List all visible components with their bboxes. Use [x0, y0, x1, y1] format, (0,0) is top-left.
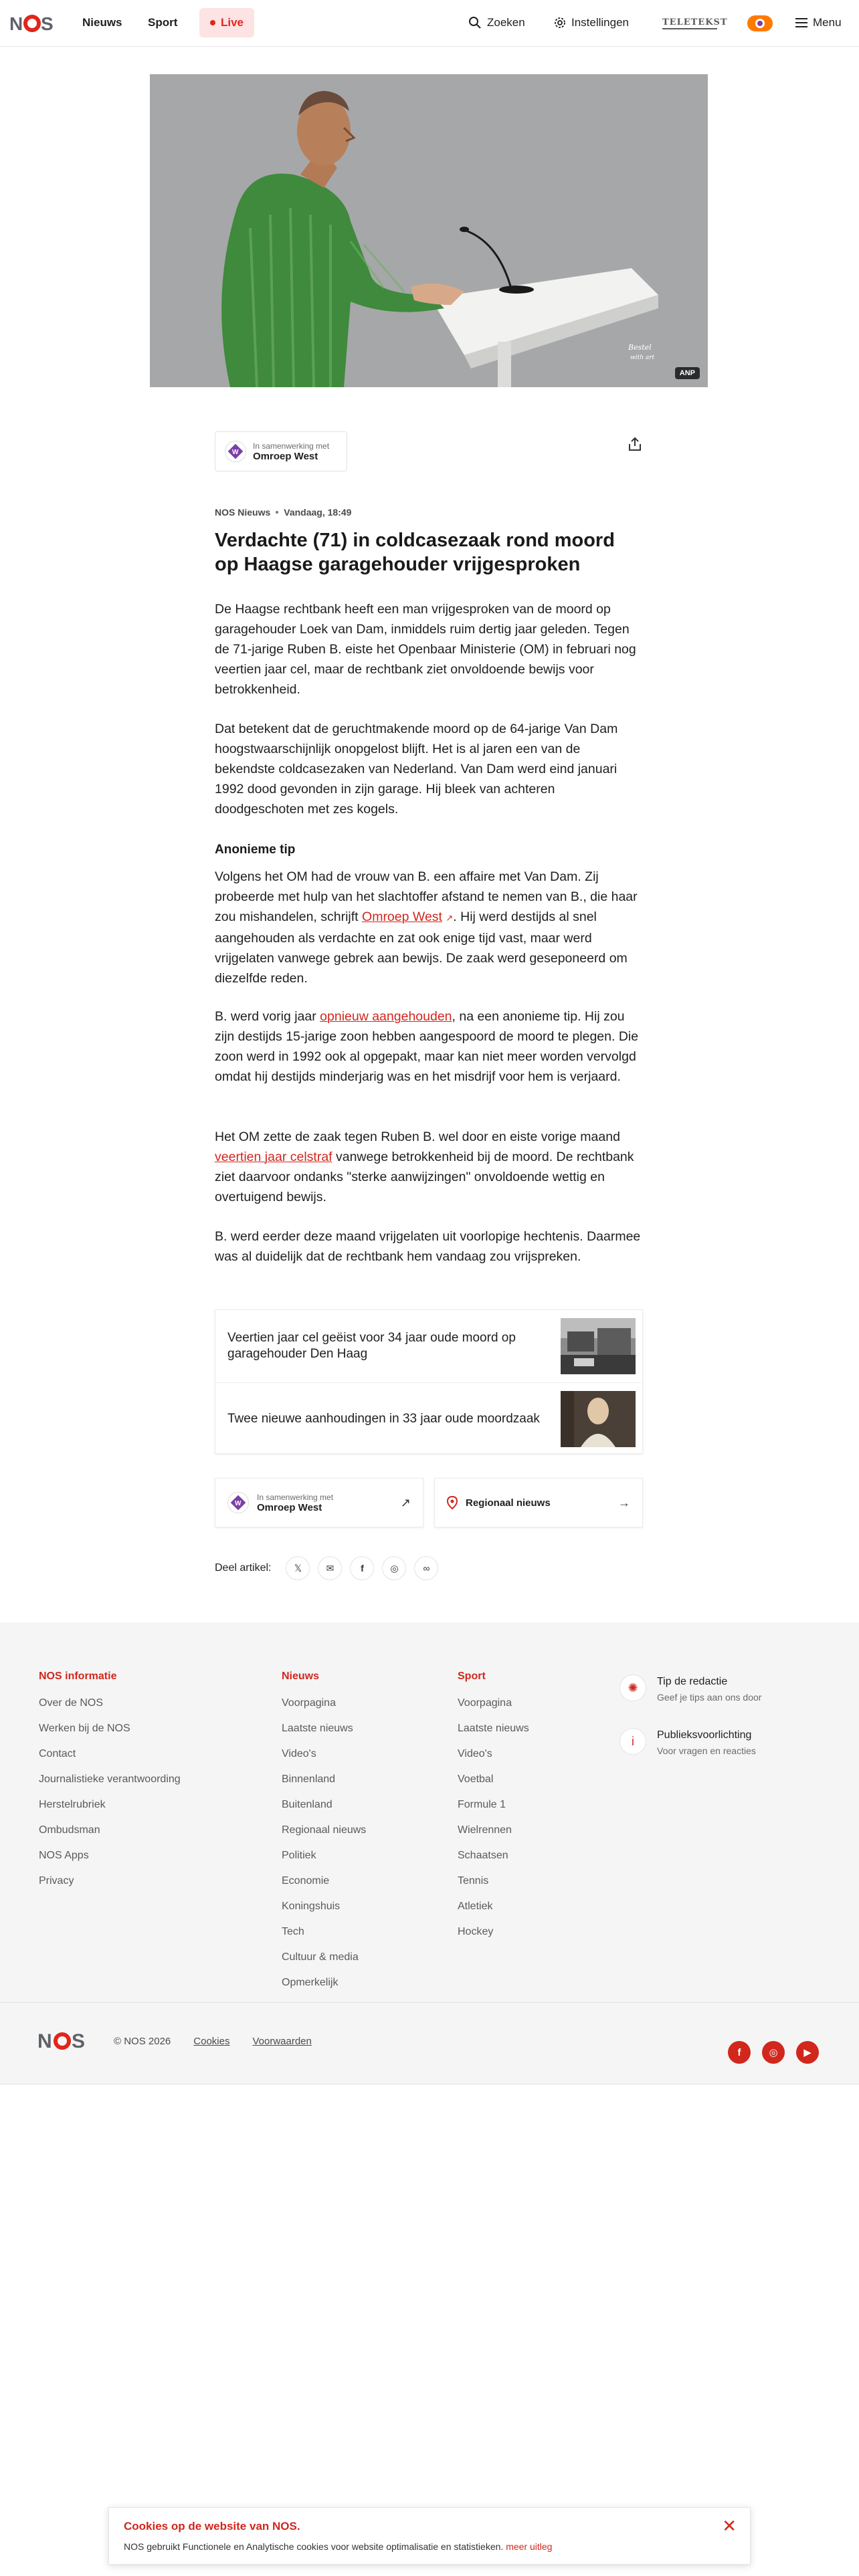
partner-name: Omroep West [257, 1501, 322, 1513]
facebook-icon[interactable]: f [350, 1556, 374, 1580]
footer-link[interactable]: Cultuur & media [282, 1951, 359, 1963]
cookies-link[interactable]: Cookies [193, 2035, 230, 2047]
search-icon [468, 16, 482, 29]
nos-logo[interactable] [9, 13, 58, 33]
menu-label: Menu [813, 16, 842, 29]
svg-text:N: N [9, 15, 23, 32]
site-header [0, 0, 859, 47]
footer-link[interactable]: Regionaal nieuws [282, 1824, 367, 1836]
footer-link[interactable]: Buitenland [282, 1799, 332, 1810]
footer-link[interactable]: Video's [282, 1748, 316, 1759]
settings-label: Instellingen [571, 16, 630, 29]
tip-redactie[interactable] [619, 1675, 761, 1703]
article-title: Verdachte (71) in coldcasezaak rond moord op Haagse garagehouder vrijgesproken [215, 530, 615, 575]
footer-link[interactable]: Hockey [458, 1926, 494, 1937]
opnieuw-aangehouden-link[interactable]: opnieuw aangehouden [320, 1009, 452, 1024]
footer-link[interactable]: Binnenland [282, 1774, 336, 1785]
footer-link[interactable]: Contact [39, 1748, 76, 1759]
footer-link[interactable]: Voorpagina [282, 1697, 336, 1709]
copyright: © NOS 2026 [114, 2035, 171, 2047]
facebook-social-icon[interactable]: f [728, 2041, 751, 2064]
footer-bottom-row [37, 2032, 312, 2050]
footer-link[interactable]: Voetbal [458, 1774, 494, 1785]
article-time: Vandaag, 18:49 [284, 507, 352, 518]
cookie-banner [108, 2507, 751, 2565]
external-link-icon: ↗ [446, 913, 454, 923]
menu-button[interactable] [795, 16, 842, 29]
footer-link[interactable]: Koningshuis [282, 1901, 341, 1912]
footer-heading: Nieuws [282, 1671, 320, 1682]
partner-card-bottom[interactable] [215, 1478, 423, 1527]
email-icon[interactable]: ✉ [318, 1556, 342, 1580]
partner-name: Omroep West [253, 450, 318, 462]
lightbulb-icon: ✺ [619, 1675, 646, 1701]
search-button[interactable] [468, 16, 525, 29]
tip-sub: Geef je tips aan ons door [657, 1692, 762, 1703]
publieksvoorlichting[interactable] [619, 1728, 756, 1756]
tip-title: Publieksvoorlichting [657, 1729, 752, 1741]
footer-link[interactable]: NOS Apps [39, 1850, 89, 1861]
related-item[interactable] [215, 1310, 644, 1382]
footer-link[interactable]: Werken bij de NOS [39, 1723, 130, 1734]
footer-col-sport [458, 1671, 529, 1951]
youtube-social-icon[interactable]: ▶ [796, 2041, 819, 2064]
footer-link[interactable]: Journalistieke verantwoording [39, 1774, 181, 1785]
article-paragraph-6: B. werd eerder deze maand vrijgelaten uit voorlopige hechtenis. Daarmee was al duidelijk dat de rechtbank hem vandaag zou vrijspreken. [215, 1229, 641, 1264]
footer-list [282, 1697, 366, 2002]
footer-link[interactable]: Schaatsen [458, 1850, 508, 1861]
npo-logo[interactable] [747, 15, 773, 31]
footer-link[interactable]: Over de NOS [39, 1697, 104, 1709]
related-thumbnail [561, 1318, 636, 1374]
footer-link[interactable]: Politiek [282, 1850, 316, 1861]
regional-news-label: Regionaal nieuws [466, 1497, 551, 1509]
svg-text:N: N [37, 2032, 52, 2050]
tip-title: Tip de redactie [657, 1676, 728, 1687]
whatsapp-icon[interactable]: ◎ [382, 1556, 406, 1580]
related-item-title: Twee nieuwe aanhoudingen in 33 jaar oude moordzaak [227, 1411, 540, 1426]
article-paragraph-2: Dat betekent dat de geruchtmakende moord op de 64-jarige Van Dam hoogstwaarschijnlijk onopgelost blijft. Het is al jaren een van de bekendste coldcasezaken van Nederland. Van Dam werd eind januari 1992 dood gevonden in zijn garage. Hij bleek van achteren doodgeschoten met zes kogels. [215, 722, 618, 817]
regional-news-card[interactable] [434, 1478, 643, 1527]
nav-live-label: Live [220, 16, 244, 29]
share-icon [628, 437, 642, 451]
tip-sub: Voor vragen en reacties [657, 1745, 756, 1756]
veertien-jaar-link[interactable]: veertien jaar celstraf [215, 1150, 332, 1164]
footer-link[interactable]: Tennis [458, 1875, 489, 1887]
link-icon[interactable]: ∞ [414, 1556, 438, 1580]
cookie-title: Cookies op de website van NOS. [124, 2520, 300, 2533]
nav-nieuws[interactable]: Nieuws [82, 16, 122, 29]
arrow-right-icon: → [618, 1496, 630, 1509]
svg-text:W: W [232, 449, 239, 456]
related-item[interactable] [215, 1382, 644, 1455]
partner-omroep-west[interactable] [215, 431, 347, 471]
footer-col-nieuws [282, 1671, 366, 2002]
omroep-west-logo-icon [227, 1492, 249, 1513]
footer-link[interactable]: Video's [458, 1748, 492, 1759]
footer-col-nos-informatie [39, 1671, 181, 1901]
related-item-title: Veertien jaar cel geëist voor 34 jaar oude moord op garagehouder Den Haag [227, 1331, 516, 1361]
photo-credit: ANP [675, 367, 700, 379]
footer-link[interactable]: Laatste nieuws [458, 1723, 529, 1734]
settings-button[interactable] [554, 16, 629, 29]
search-label: Zoeken [487, 16, 525, 29]
teletekst-logo[interactable]: TELETEKST [662, 17, 717, 29]
svg-text:W: W [235, 1500, 242, 1507]
share-button[interactable] [622, 431, 648, 457]
svg-text:Bestel: Bestel [628, 343, 652, 352]
share-row [215, 1556, 438, 1580]
footer-link[interactable]: Voorpagina [458, 1697, 512, 1709]
svg-text:S: S [41, 15, 54, 32]
footer-link[interactable]: Wielrennen [458, 1824, 512, 1836]
terms-link[interactable]: Voorwaarden [252, 2035, 312, 2047]
article-subheading: Anonieme tip [215, 843, 296, 857]
nos-footer-logo[interactable] [37, 2032, 91, 2050]
article-source: NOS Nieuws [215, 507, 271, 518]
partner-sub: In samenwerking met [257, 1492, 334, 1502]
close-icon[interactable]: ✕ [722, 2516, 737, 2536]
footer-link[interactable]: Formule 1 [458, 1799, 506, 1810]
footer-link[interactable]: Ombudsman [39, 1824, 100, 1836]
cookie-text: NOS gebruikt Functionele en Analytische cookies voor website optimalisatie en statistieken. meer uitleg [124, 2541, 553, 2552]
svg-text:with art: with art [630, 354, 655, 361]
gear-icon [554, 17, 566, 29]
omroep-west-logo-icon [225, 441, 246, 462]
footer-link[interactable]: Opmerkelijk [282, 1977, 339, 1988]
x-twitter-icon[interactable]: 𝕏 [286, 1556, 310, 1580]
hero-image [150, 74, 708, 387]
footer-link[interactable]: Privacy [39, 1875, 74, 1887]
footer-heading: Sport [458, 1671, 486, 1682]
related-articles [215, 1309, 643, 1454]
share-label: Deel artikel: [215, 1562, 272, 1574]
footer-link[interactable]: Herstelrubriek [39, 1799, 106, 1810]
site-footer [0, 1622, 859, 2084]
nav-sport[interactable]: Sport [148, 16, 178, 29]
cookie-more-link[interactable]: meer uitleg [506, 2541, 553, 2552]
footer-link[interactable]: Economie [282, 1875, 330, 1887]
location-pin-icon [447, 1496, 458, 1509]
omroep-west-link[interactable]: Omroep West [362, 909, 442, 924]
footer-heading: NOS informatie [39, 1671, 117, 1682]
arrow-up-right-icon: ↗ [400, 1496, 411, 1509]
footer-link[interactable]: Laatste nieuws [282, 1723, 353, 1734]
footer-list [39, 1697, 181, 1901]
footer-list [458, 1697, 529, 1951]
footer-link[interactable]: Tech [282, 1926, 304, 1937]
instagram-social-icon[interactable]: ◎ [762, 2041, 785, 2064]
nav-live[interactable] [199, 8, 254, 37]
svg-text:S: S [72, 2032, 86, 2050]
article-paragraph-1: De Haagse rechtbank heeft een man vrijgesproken van de moord op garagehouder Loek van Dam, inmiddels ruim dertig jaar geleden. Tegen de 71-jarige Ruben B. eiste het Openbaar Ministerie (OM) in februari nog veertien jaar cel, maar de rechtbank ziet onvoldoende bewijs voor betrokkenheid. [215, 602, 636, 697]
hamburger-icon [795, 18, 807, 27]
article-paragraph-4: B. werd vorig jaar opnieuw aangehouden, na een anonieme tip. Hij zou zijn destijds 15-jarige zoon hebben aangespoord de moord te plegen. Die zoon werd in 1992 ook al opgepakt, maar kan niet meer worden vervolgd omdat hij destijds minderjarig was en het misdrijf voor hem is verjaard. [215, 1009, 639, 1084]
info-icon: i [619, 1728, 646, 1755]
article-meta [215, 507, 351, 518]
article-paragraph-3: Volgens het OM had de vrouw van B. een affaire met Van Dam. Zij probeerde met hulp van het slachtoffer afstand te nemen van B., die haar zou mishandelen, schrijft Omroep West ↗. Hij werd destijds al snel aangehouden als verdachte en zat ook enige tijd vast, maar werd vrijgelaten vanwege gebrek aan bewijs. De zaak werd geseponeerd om diezelfde reden. [215, 869, 638, 986]
live-dot-icon [210, 20, 215, 25]
partner-sub: In samenwerking met [253, 441, 330, 451]
related-thumbnail [561, 1391, 636, 1447]
article-paragraph-5: Het OM zette de zaak tegen Ruben B. wel door en eiste vorige maand veertien jaar celstraf vanwege betrokkenheid bij de moord. De rechtbank ziet daarvoor ondanks "sterke aanwijzingen" onvoldoende wettig en overtuigend bewijs. [215, 1130, 634, 1204]
footer-link[interactable]: Atletiek [458, 1901, 493, 1912]
